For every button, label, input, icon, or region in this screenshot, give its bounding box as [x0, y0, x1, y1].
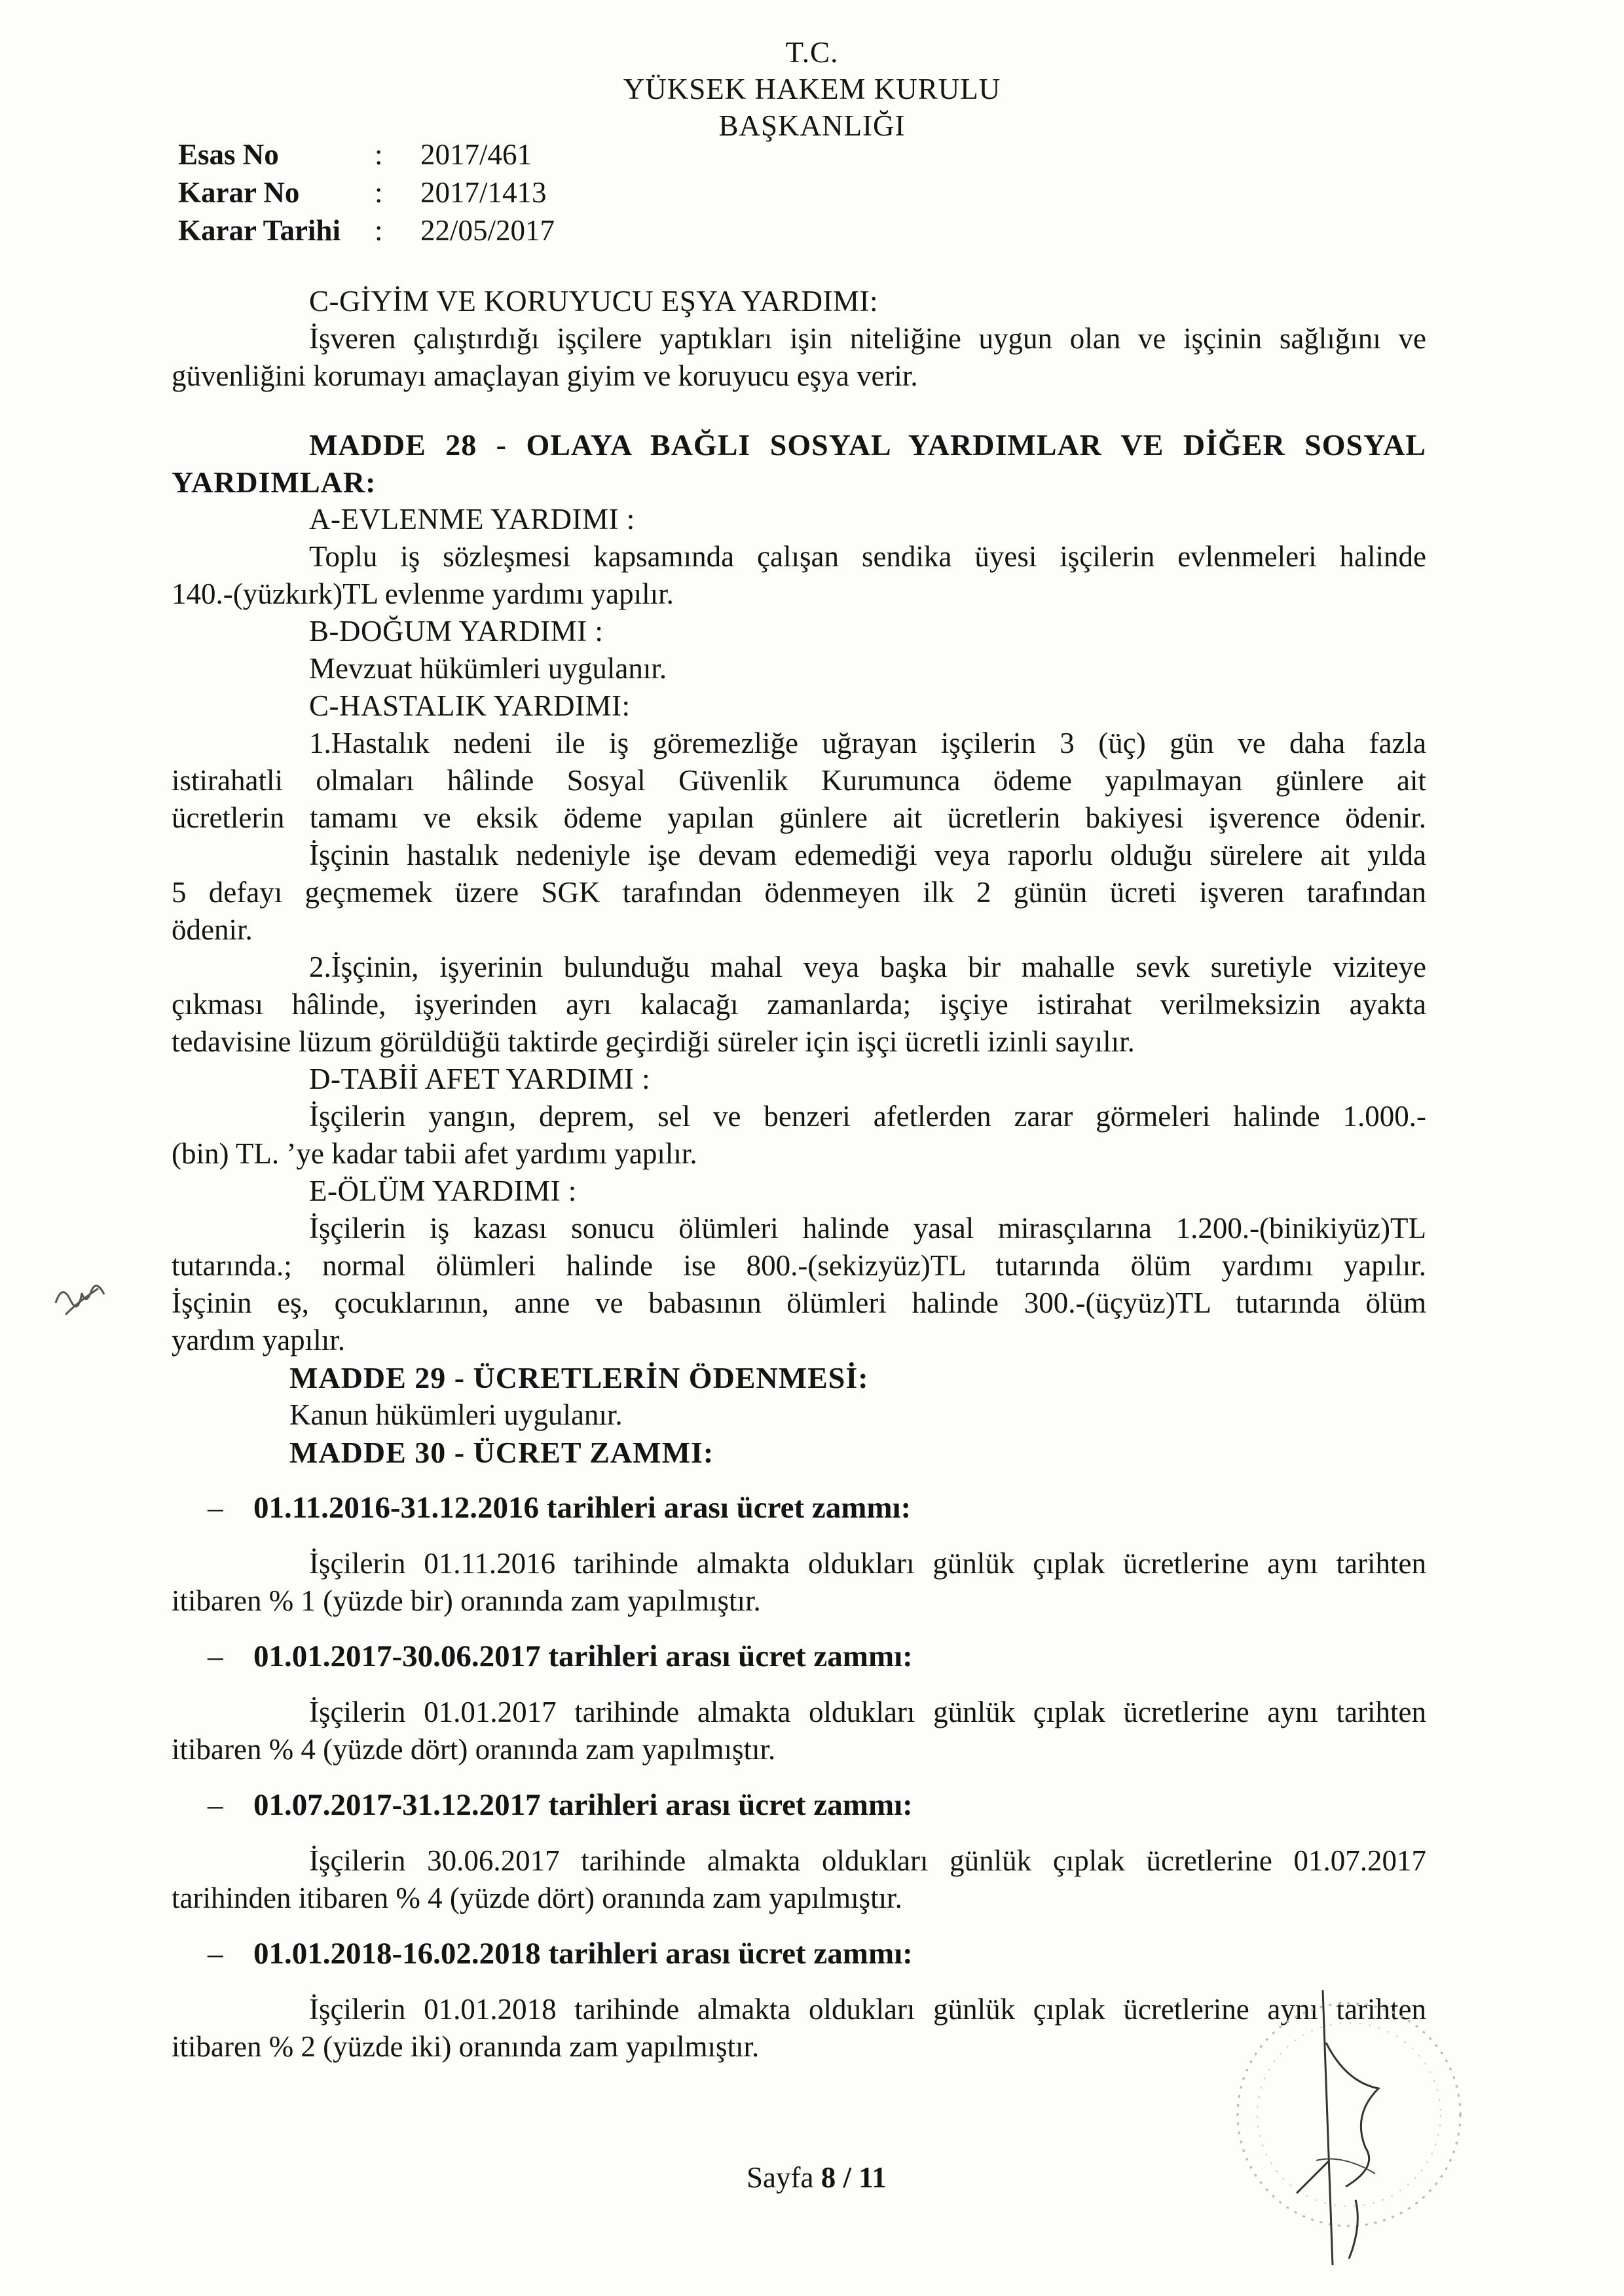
- paragraph-line: tedavisine lüzum görüldüğü taktirde geçirdiği süreler için işçi ücretli izinli sayılır.: [172, 1025, 1135, 1058]
- meta-value: 22/05/2017: [420, 214, 555, 247]
- meta-esas-no: [178, 136, 532, 173]
- raise-period-heading: [172, 1787, 1426, 1824]
- paragraph-line: itibaren % 4 (yüzde dört) oranında zam yapılmıştır.: [172, 1733, 776, 1766]
- paragraph-line: Toplu iş sözleşmesi kapsamında çalışan sendika üyesi işçilerin evlenmeleri halinde: [309, 540, 1426, 573]
- header-tc: T.C.: [785, 36, 839, 69]
- raise-period-title: 01.01.2018-16.02.2018 tarihleri arası ücret zammı:: [253, 1937, 913, 1971]
- meta-colon: :: [375, 176, 383, 209]
- meta-key: Karar Tarihi: [178, 214, 341, 247]
- article-heading: MADDE 30 - ÜCRET ZAMMI:: [289, 1436, 714, 1469]
- paragraph-line: İşçilerin 01.11.2016 tarihinde almakta oldukları günlük çıplak ücretlerine aynı tarihten: [309, 1547, 1426, 1580]
- paragraph-line: ücretlerin tamamı ve eksik ödeme yapılan günlere ait ücretlerin bakiyesi işverence ödenir.: [172, 801, 1426, 834]
- raise-period-title: 01.01.2017-30.06.2017 tarihleri arası ücret zammı:: [253, 1639, 913, 1673]
- dash-bullet: –: [208, 1937, 223, 1971]
- page-number: Sayfa 8 / 11: [747, 2161, 887, 2194]
- raise-period-heading: [172, 1638, 1426, 1675]
- section-heading: A-EVLENME YARDIMI :: [309, 503, 635, 536]
- paragraph-line: İşçilerin 01.01.2018 tarihinde almakta oldukları günlük çıplak ücretlerine aynı tarihten: [309, 1993, 1426, 2026]
- meta-karar-no: [178, 174, 547, 211]
- paragraph-line: Kanun hükümleri uygulanır.: [289, 1398, 623, 1431]
- paragraph-line: 1.Hastalık nedeni ile iş göremezliğe uğrayan işçilerin 3 (üç) gün ve daha fazla: [309, 727, 1426, 759]
- paragraph-line: İşçilerin 01.01.2017 tarihinde almakta oldukları günlük çıplak ücretlerine aynı tarihten: [309, 1696, 1426, 1728]
- paragraph-line: İşveren çalıştırdığı işçilere yaptıkları işin niteliğine uygun olan ve işçinin sağlığını ve: [309, 322, 1426, 355]
- section-heading: C-HASTALIK YARDIMI:: [309, 689, 631, 722]
- paragraph-line: tarihinden itibaren % 4 (yüzde dört) oranında zam yapılmıştır.: [172, 1882, 902, 1914]
- section-heading: C-GİYİM VE KORUYUCU EŞYA YARDIMI:: [309, 285, 879, 318]
- raise-period-heading: [172, 1489, 1426, 1527]
- paragraph-line: ödenir.: [172, 913, 253, 946]
- dash-bullet: –: [208, 1788, 223, 1822]
- article-heading: MADDE 28 - OLAYA BAĞLI SOSYAL YARDIMLAR VE DİĞER SOSYAL: [309, 428, 1426, 462]
- paragraph-line: İşçilerin yangın, deprem, sel ve benzeri afetlerden zarar görmeleri halinde 1.000.-: [309, 1100, 1426, 1133]
- paragraph-line: çıkması hâlinde, işyerinden ayrı kalacağı zamanlarda; işçiye istirahat verilmeksizin ayakta: [172, 988, 1426, 1021]
- stamp-signature: [1218, 1964, 1480, 2291]
- paragraph-line: güvenliğini korumayı amaçlayan giyim ve koruyucu eşya verir.: [172, 359, 918, 392]
- paragraph-line: itibaren % 2 (yüzde iki) oranında zam yapılmıştır.: [172, 2030, 760, 2063]
- meta-key: Karar No: [178, 176, 300, 209]
- paragraph-line: yardım yapılır.: [172, 1324, 345, 1357]
- paragraph-line: İşçilerin 30.06.2017 tarihinde almakta oldukları günlük çıplak ücretlerine 01.07.2017: [309, 1844, 1426, 1877]
- meta-colon: :: [375, 138, 383, 171]
- section-heading: B-DOĞUM YARDIMI :: [309, 615, 604, 647]
- paragraph-line: İşçinin hastalık nedeniyle işe devam edemediği veya raporlu olduğu sürelere ait yılda: [309, 839, 1426, 871]
- header-institution: YÜKSEK HAKEM KURULU: [623, 73, 1001, 105]
- dash-bullet: –: [208, 1491, 223, 1525]
- header-department: BAŞKANLIĞI: [718, 109, 906, 142]
- paragraph-line: Mevzuat hükümleri uygulanır.: [309, 652, 667, 685]
- paragraph-line: İşçinin eş, çocuklarının, anne ve babasının ölümleri halinde 300.-(üçyüz)TL tutarında ölüm: [172, 1286, 1426, 1319]
- paragraph-line: istirahatli olmaları hâlinde Sosyal Güvenlik Kurumunca ödeme yapılmayan günlere ait: [172, 764, 1426, 797]
- raise-period-title: 01.11.2016-31.12.2016 tarihleri arası ücret zammı:: [253, 1491, 912, 1525]
- article-heading: MADDE 29 - ÜCRETLERİN ÖDENMESİ:: [289, 1361, 869, 1394]
- paragraph-line: itibaren % 1 (yüzde bir) oranında zam yapılmıştır.: [172, 1584, 761, 1617]
- section-heading: D-TABİİ AFET YARDIMI :: [309, 1063, 651, 1095]
- meta-value: 2017/461: [420, 138, 532, 171]
- meta-colon: :: [375, 214, 383, 247]
- meta-value: 2017/1413: [420, 176, 547, 209]
- paragraph-line: İşçilerin iş kazası sonucu ölümleri halinde yasal mirasçılarına 1.200.-(binikiyüz)TL: [309, 1212, 1426, 1245]
- section-heading: E-ÖLÜM YARDIMI :: [309, 1175, 577, 1207]
- dash-bullet: –: [208, 1639, 223, 1673]
- paragraph-line: (bin) TL. ’ye kadar tabii afet yardımı yapılır.: [172, 1137, 697, 1170]
- margin-initial-signature: [46, 1264, 118, 1336]
- paragraph-line: tutarında.; normal ölümleri halinde ise 800.-(sekizyüz)TL tutarında ölüm yardımı yapılır.: [172, 1249, 1426, 1282]
- document-body: [172, 283, 1426, 2066]
- meta-karar-tarihi: [178, 212, 555, 249]
- raise-period-title: 01.07.2017-31.12.2017 tarihleri arası ücret zammı:: [253, 1788, 913, 1822]
- meta-key: Esas No: [178, 138, 279, 171]
- paragraph-line: 2.İşçinin, işyerinin bulunduğu mahal veya başka bir mahalle sevk suretiyle viziteye: [309, 951, 1426, 983]
- article-heading: YARDIMLAR:: [172, 465, 377, 499]
- paragraph-line: 5 defayı geçmemek üzere SGK tarafından ödenmeyen ilk 2 günün ücreti işveren tarafından: [172, 876, 1426, 909]
- paragraph-line: 140.-(yüzkırk)TL evlenme yardımı yapılır.: [172, 577, 674, 610]
